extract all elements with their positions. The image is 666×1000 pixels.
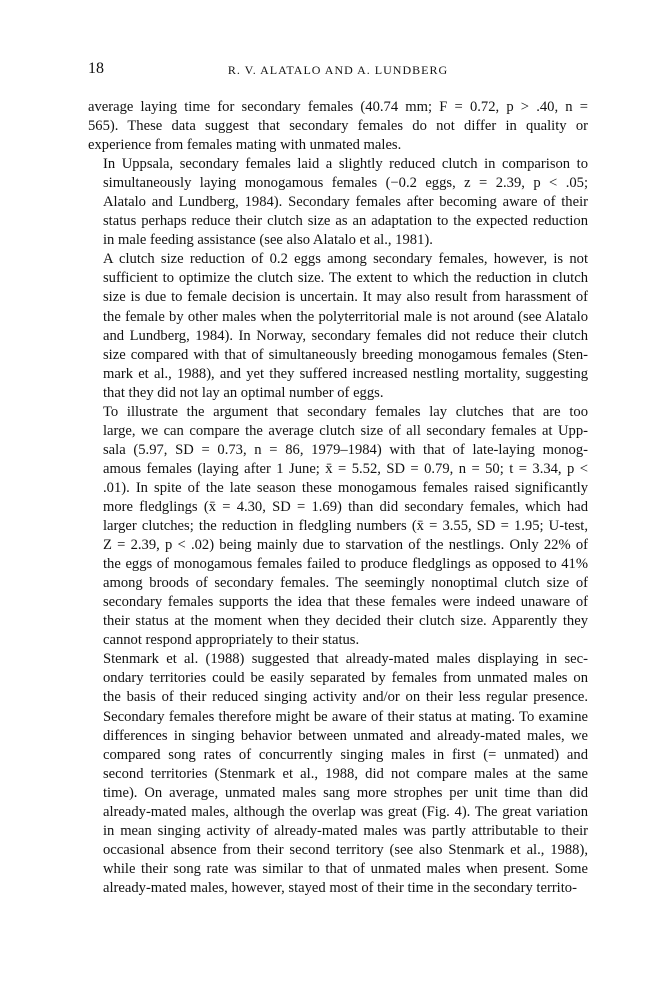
text-line: sala (5.97, SD = 0.73, n = 86, 1979–1984) with that of late-laying monog- xyxy=(103,441,588,458)
text-line: their status at the moment when they decided their clutch size. Apparently they xyxy=(103,613,588,630)
body-text xyxy=(88,98,588,898)
text-line: status perhaps reduce their clutch size as an adaptation to the expected reduction xyxy=(103,213,588,230)
text-line: Stenmark et al. (1988) suggested that already-mated males displaying in sec- xyxy=(103,651,588,668)
text-line: size is due to female decision is uncertain. It may also result from harassment of xyxy=(103,289,588,306)
text-line: already-mated males, however, stayed most of their time in the secondary territo- xyxy=(103,879,577,896)
text-line: 565). These data suggest that secondary females do not differ in quality or xyxy=(88,118,588,135)
text-line: In Uppsala, secondary females laid a slightly reduced clutch in comparison to xyxy=(103,156,588,173)
text-line: Alatalo and Lundberg, 1984). Secondary females after becoming aware of their xyxy=(103,194,588,211)
text-line: simultaneously laying monogamous females (−0.2 eggs, z = 2.39, p < .05; xyxy=(103,175,588,192)
text-line: sufficient to optimize the clutch size. The extent to which the reduction in clutch xyxy=(103,270,588,287)
text-line: and Lundberg, 1984). In Norway, secondary females did not reduce their clutch xyxy=(103,327,588,344)
text-line: mark et al., 1988), and yet they suffered increased nestling mortality, suggesting xyxy=(103,365,588,382)
text-line: average laying time for secondary females (40.74 mm; F = 0.72, p > .40, n = xyxy=(88,99,588,115)
text-line: size compared with that of simultaneously breeding monogamous females (Sten- xyxy=(103,346,588,363)
page xyxy=(88,60,588,898)
text-line: larger clutches; the reduction in fledgling numbers (x̄ = 3.55, SD = 1.95; U-test, xyxy=(103,518,588,535)
page-number: 18 xyxy=(88,60,104,77)
text-line: differences in singing behavior between unmated and already-mated males, we xyxy=(103,727,588,744)
text-line: while their song rate was similar to that of unmated males when present. Some xyxy=(103,860,588,877)
text-line: compared song rates of concurrently singing males in first (= unmated) and xyxy=(103,746,588,763)
text-line: large, we can compare the average clutch size of all secondary females at Upp- xyxy=(103,422,588,439)
text-line: the basis of their reduced singing activity and/or on their less regular presence. xyxy=(103,689,588,706)
paragraph xyxy=(88,155,588,250)
text-line: ondary territories could be easily separated by females from unmated males on xyxy=(103,670,588,687)
text-line: A clutch size reduction of 0.2 eggs among secondary females, however, is not xyxy=(103,251,588,268)
text-line: experience from females mating with unmated males. xyxy=(88,137,402,154)
paragraph xyxy=(88,250,588,402)
text-line: in male feeding assistance (see also Alatalo et al., 1981). xyxy=(103,232,433,249)
paragraph xyxy=(88,650,588,898)
text-line: that they did not lay an optimal number of eggs. xyxy=(103,384,384,401)
text-line: second territories (Stenmark et al., 1988, did not compare males at the same xyxy=(103,765,588,782)
text-line: time). On average, unmated males sang more strophes per unit time than did xyxy=(103,784,588,801)
text-line: Z = 2.39, p < .02) being mainly due to starvation of the nestlings. Only 22% of xyxy=(103,537,588,554)
text-line: secondary females supports the idea that these females were indeed unaware of xyxy=(103,594,588,611)
text-line: To illustrate the argument that secondary females lay clutches that are too xyxy=(103,403,588,420)
text-line: more fledglings (x̄ = 4.30, SD = 1.69) than did secondary females, which had xyxy=(103,498,588,515)
text-line: cannot respond appropriately to their status. xyxy=(103,632,360,649)
paragraph xyxy=(88,98,588,155)
running-title: R. V. ALATALO AND A. LUNDBERG xyxy=(227,63,449,77)
text-line: amous females (laying after 1 June; x̄ = 5.52, SD = 0.79, n = 50; t = 3.34, p < xyxy=(103,460,588,477)
paragraph xyxy=(88,403,588,651)
running-head xyxy=(88,60,588,82)
text-line: occasional absence from their second territory (see also Stenmark et al., 1988), xyxy=(103,841,588,858)
text-line: the female by other males when the polyterritorial male is not around (see Alatalo xyxy=(103,308,588,325)
text-line: in mean singing activity of already-mated males was partly attributable to their xyxy=(103,822,588,839)
text-line: .01). In spite of the late season these monogamous females raised significantly xyxy=(103,479,588,496)
text-line: the eggs of monogamous females failed to produce fledglings as opposed to 41% xyxy=(103,556,588,573)
text-line: among broods of secondary females. The seemingly nonoptimal clutch size of xyxy=(103,575,588,592)
text-line: Secondary females therefore might be aware of their status at mating. To examine xyxy=(103,708,588,725)
text-line: already-mated males, although the overlap was great (Fig. 4). The great variation xyxy=(103,803,588,820)
